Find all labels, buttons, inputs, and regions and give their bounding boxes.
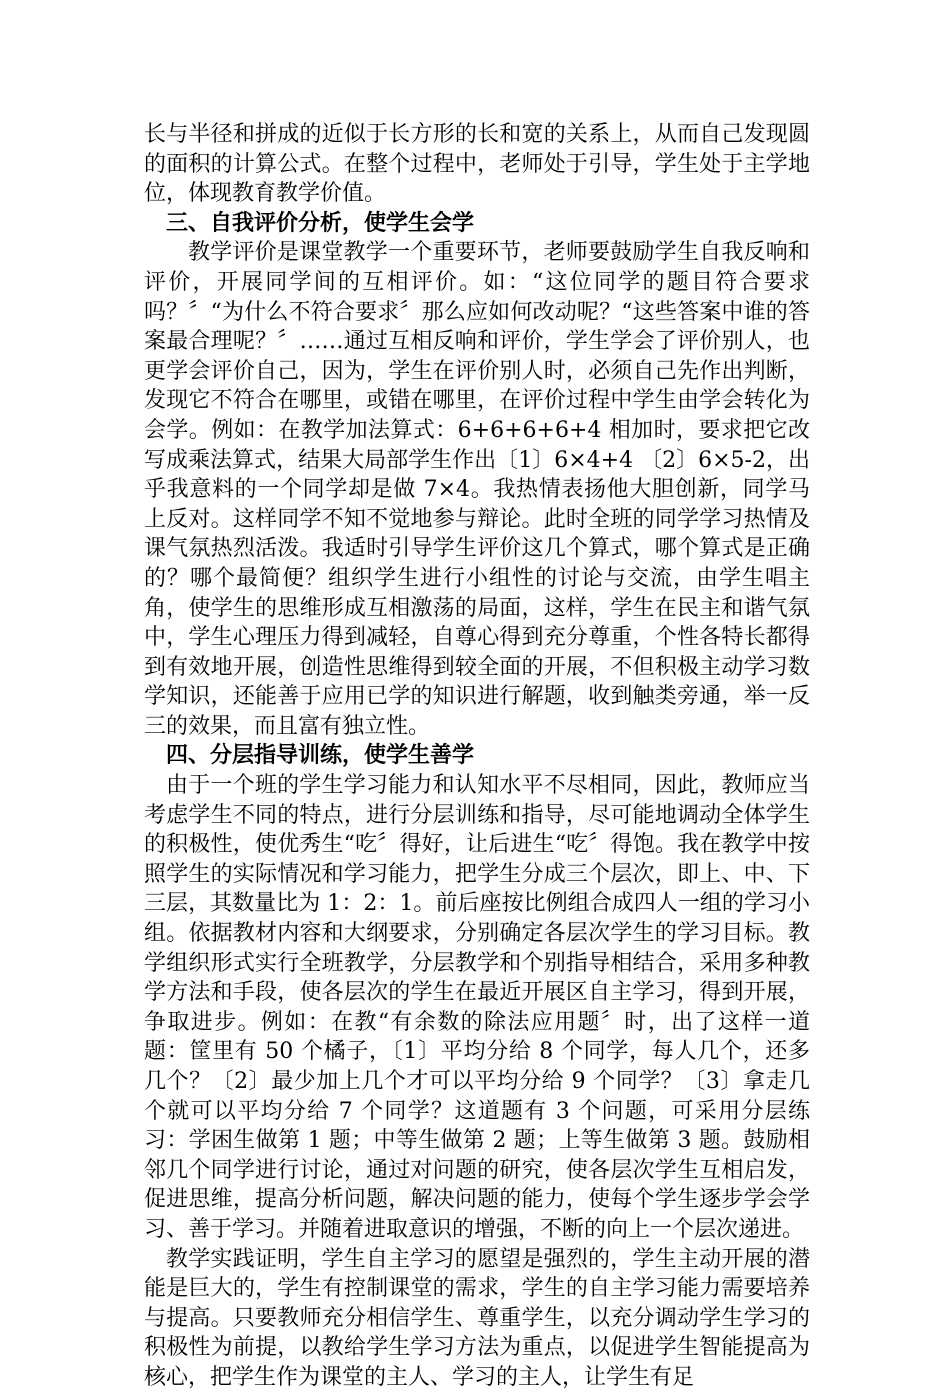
- paragraph-layered-guidance: 由于一个班的学生学习能力和认知水平不尽相同，因此，教师应当考虑学生不同的特点，进行分层训练和指导，尽可能地调动全体学生的积极性，使优秀生“吃〞得好，让后进生“吃〞得饱。我在教学中按照学生的实际情况和学习能力，把学生分成三个层次，即上、中、下三层，其数量比为 1：2：1。前后座按比例组合成四人一组的学习小组。依据教材内容和大纲要求，分别确定各层次学生的学习目标。教学组织形式实行全班教学，分层教学和个别指导相结合，采用多种教学方法和手段，使各层次的学生在最近开展区自主学习，得到开展，争取进步。例如：在教“有余数的除法应用题〞时，出了这样一道题：筐里有 50 个橘子，〔1〕平均分给 8 个同学，每人几个，还多几个？〔2〕最少加上几个才可以平均分给 9 个同学？〔3〕拿走几个就可以平均分给 7 个同学？这道题有 3 个问题，可采用分层练习：学困生做第 1 题；中等生做第 2 题；上等生做第 3 题。鼓励相邻几个同学进行讨论，通过对问题的研究，使各层次学生互相启发，促进思维，提高分析问题，解决问题的能力，使每个学生逐步学会学习、善于学习。并随着进取意识的增强，不断的向上一个层次递进。: [144, 773, 810, 1242]
- section-heading-3: 三、自我评价分析，使学生会学: [166, 209, 475, 236]
- paragraph-conclusion: 教学实践证明，学生自主学习的愿望是强烈的，学生主动开展的潜能是巨大的，学生有控制课堂的需求，学生的自主学习能力需要培养与提高。只要教师充分相信学生、尊重学生，以充分调动学生学习的积极性为前提，以教给学生学习方法为重点，以促进学生智能提高为核心，把学生作为课堂的主人、学习的主人，让学生有足: [144, 1246, 810, 1390]
- document-page: [144, 120, 810, 1393]
- section-heading-4: 四、分层指导训练，使学生善学: [166, 742, 475, 769]
- paragraph-self-evaluation: 教学评价是课堂教学一个重要环节，老师要鼓励学生自我反响和评价，开展同学间的互相评价。如：“这位同学的题目符合要求吗？〞“为什么不符合要求〞那么应如何改动呢？“这些答案中谁的答案最合理呢？〞……通过互相反响和评价，学生学会了评价别人，也更学会评价自己，因为，学生在评价别人时，必须自己先作出判断，发现它不符合在哪里，或错在哪里，在评价过程中学生由学会转化为会学。例如：在教学加法算式：6+6+6+6+4 相加时，要求把它改写成乘法算式，结果大局部学生作出〔1〕6×4+4 〔2〕6×5-2，出乎我意料的一个同学却是做 7×4。我热情表扬他大胆创新，同学马上反对。这样同学不知不觉地参与辩论。此时全班的同学学习热情及课气氛热烈活泼。我适时引导学生评价这几个算式，哪个算式是正确的？哪个最简便？组织学生进行小组性的讨论与交流，由学生唱主角，使学生的思维形成互相激荡的局面，这样，学生在民主和谐气氛中，学生心理压力得到减轻，自尊心得到充分尊重，个性各特长都得到有效地开展，创造性思维得到较全面的开展，不但积极主动学习数学知识，还能善于应用已学的知识进行解题，收到触类旁通，举一反三的效果，而且富有独立性。: [144, 240, 810, 739]
- paragraph-continuation: 长与半径和拼成的近似于长方形的长和宽的关系上，从而自己发现圆的面积的计算公式。在整个过程中，老师处于引导，学生处于主学地位，体现教育教学价值。: [144, 122, 810, 207]
